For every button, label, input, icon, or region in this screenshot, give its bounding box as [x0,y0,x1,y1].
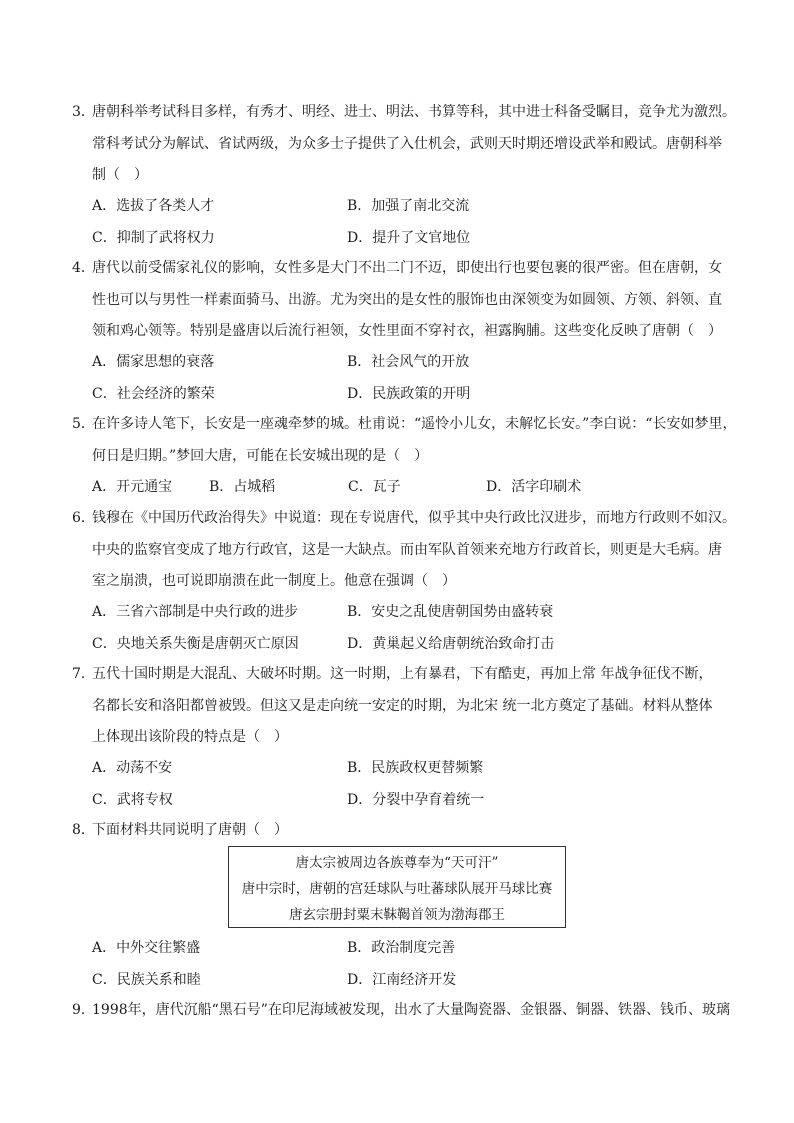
option-a[interactable]: A．选拔了各类人才 [92,198,215,214]
options-row [92,190,752,222]
question-stem [72,503,762,598]
material-line: 唐中宗时，唐朝的宫廷球队与吐蕃球队展开马球比赛 [241,881,553,897]
question-stem [72,97,762,192]
question-stem [72,409,762,472]
option-d[interactable]: D．分裂中孕育着统一 [347,792,485,808]
options-row [92,932,752,964]
stem-line: 下面材料共同说明了唐朝（ ） [92,822,288,838]
options-row [92,752,752,784]
option-b[interactable]: B．占城稻 [209,479,276,495]
material-line: 唐玄宗册封粟末靺鞨首领为渤海郡王 [289,907,505,923]
options-row [92,378,752,410]
stem-line: 何日是归期。”梦回大唐，可能在长安城出现的是（ ） [92,447,429,464]
option-b[interactable]: B．安史之乱使唐朝国势由盛转衰 [347,604,554,620]
question-3 [72,97,762,192]
option-a[interactable]: A．儒家思想的衰落 [92,354,215,370]
material-box [228,846,566,928]
stem-line: 名都长安和洛阳都曾被毁。但这又是走向统一安定的时期，为北宋 统一北方奠定了基础。材料从整体 [92,697,713,714]
option-c[interactable]: C．抑制了武将权力 [92,230,215,246]
question-number: 9． [72,1002,95,1018]
options-row [92,222,752,254]
question-stem [72,995,762,1027]
option-b[interactable]: B．加强了南北交流 [347,198,470,214]
option-a[interactable]: A．三省六部制是中央行政的进步 [92,604,299,620]
options-row [92,964,752,996]
stem-line: 领和鸡心领等。特别是盛唐以后流行袒领，女性里面不穿衬衣，袒露胸脯。这些变化反映了唐朝（ ） [92,323,722,339]
options-row [92,471,752,503]
stem-line: 在许多诗人笔下，长安是一座魂牵梦的城。杜甫说：“遥怜小儿女，未解忆长安。”李白说：“长安如梦里， [92,416,737,432]
option-b[interactable]: B．民族政权更替频繁 [347,760,484,776]
options-row [92,784,752,816]
options-row [92,596,752,628]
question-stem [72,815,762,847]
option-c[interactable]: C．央地关系失衡是唐朝灭亡原因 [92,636,299,652]
question-number: 6． [72,510,95,526]
question-stem [72,253,762,348]
question-number: 4． [72,260,95,276]
stem-line: 常科考试分为解试、省试两级，为众多士子提供了入仕机会，武则天时期还增设武举和殿试。唐朝科举 [92,135,722,152]
question-8 [72,815,762,847]
question-5 [72,409,762,472]
options-row [92,346,752,378]
stem-line: 1998年，唐代沉船“黑石号”在印尼海域被发现，出水了大量陶瓷器、金银器、铜器、铁器、钱币、玻璃 [92,1002,730,1018]
option-a[interactable]: A．中外交往繁盛 [92,940,201,956]
options-row [92,628,752,660]
question-9 [72,995,762,1027]
option-c[interactable]: C．瓦子 [348,479,401,495]
option-d[interactable]: D．民族政策的开明 [347,386,471,402]
option-a[interactable]: A．动荡不安 [92,760,173,776]
question-6 [72,503,762,598]
option-b[interactable]: B．政治制度完善 [347,940,456,956]
stem-line: 钱穆在《中国历代政治得失》中说道：现在专说唐代，似乎其中央行政比汉进步，而地方行政则不如汉。 [92,510,736,526]
option-d[interactable]: D．江南经济开发 [347,972,457,988]
stem-line: 唐朝科举考试科目多样，有秀才、明经、进士、明法、书算等科，其中进士科备受瞩目，竞争尤为激烈。 [92,104,736,120]
stem-line: 中央的监察官变成了地方行政官，这是一大缺点。而由军队首领来充地方行政首长，则更是大毛病。唐 [92,541,722,558]
option-a[interactable]: A．开元通宝 [92,479,173,495]
stem-line: 上体现出该阶段的特点是（ ） [92,729,288,745]
stem-line: 制（ ） [92,167,148,183]
option-b[interactable]: B．社会风气的开放 [347,354,470,370]
option-d[interactable]: D．黄巢起义给唐朝统治致命打击 [347,636,555,652]
question-number: 5． [72,416,95,432]
stem-line: 五代十国时期是大混乱、大破坏时期。这一时期，上有暴君，下有酷吏，再加上常 年战争征伐不断， [92,666,713,682]
question-stem [72,659,762,754]
option-c[interactable]: C．武将专权 [92,792,173,808]
option-c[interactable]: C．民族关系和睦 [92,972,201,988]
option-d[interactable]: D．活字印刷术 [486,479,582,495]
question-number: 3． [72,104,95,120]
stem-line: 唐代以前受儒家礼仪的影响，女性多是大门不出二门不迈，即使出行也要包裹的很严密。但在唐朝，女 [92,260,722,276]
option-d[interactable]: D．提升了文官地位 [347,230,471,246]
option-c[interactable]: C．社会经济的繁荣 [92,386,215,402]
question-number: 8． [72,822,95,838]
stem-line: 性也可以与男性一样素面骑马、出游。尤为突出的是女性的服饰也由深领变为如圆领、方领、斜领、直 [92,291,722,308]
material-line: 唐太宗被周边各族尊奉为“天可汗” [295,855,499,871]
question-number: 7． [72,666,95,682]
question-7 [72,659,762,754]
question-4 [72,253,762,348]
stem-line: 室之崩溃，也可说即崩溃在此一制度上。他意在强调（ ） [92,573,456,589]
